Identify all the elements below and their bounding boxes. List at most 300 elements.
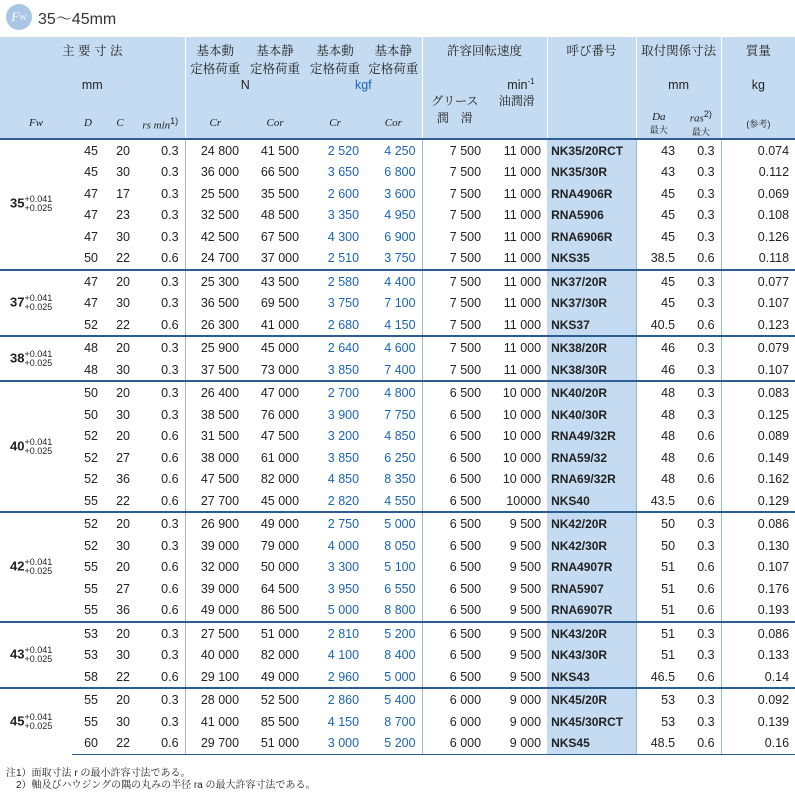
- header-mass: 質量: [721, 37, 795, 77]
- chamfer: 0.3: [161, 714, 179, 729]
- dynamic-load-n: 26 400: [185, 381, 245, 404]
- da-max: 48: [636, 425, 681, 447]
- da-max: 48: [636, 381, 681, 404]
- table-row: [0, 204, 795, 226]
- dynamic-load-n: 24 800: [185, 139, 245, 162]
- footnotes: [6, 768, 316, 792]
- outer-dia: 47: [84, 186, 98, 201]
- fw-value: 38+0.041 +0.025: [0, 336, 72, 381]
- mass: 0.139: [721, 711, 795, 733]
- width: 20: [104, 512, 136, 535]
- static-load-kgf: 6 250: [384, 450, 416, 465]
- fw-tolerance: +0.041 +0.025: [24, 557, 53, 577]
- mass: 0.107: [721, 292, 795, 314]
- dynamic-load-kgf: 4 000: [327, 538, 360, 553]
- header-speed: 許容回転速度: [422, 37, 547, 77]
- static-load-n: 47 500: [260, 429, 300, 444]
- designation: NK40/20R: [547, 381, 636, 404]
- speed-oil: 11 000: [487, 139, 547, 162]
- outer-dia: 52: [84, 472, 98, 487]
- speed-oil: 9 500: [509, 669, 542, 684]
- dynamic-load-n: 38 500: [185, 404, 245, 426]
- width: 30: [116, 714, 130, 729]
- mass: 0.123: [721, 314, 795, 337]
- chamfer: 0.3: [136, 336, 185, 359]
- dynamic-load-n: 28 000: [185, 688, 245, 711]
- mass: 0.074: [721, 139, 795, 162]
- static-load-kgf: 5 200: [365, 732, 422, 754]
- dynamic-load-kgf: 3 900: [327, 407, 360, 422]
- header-unit-n: N: [185, 77, 305, 92]
- speed-oil: 10000: [506, 493, 542, 508]
- chamfer: 0.3: [136, 270, 185, 293]
- ras-max: 0.6: [697, 317, 715, 332]
- header-oil: 油潤滑: [487, 92, 547, 109]
- table-row: [0, 622, 795, 645]
- designation: NK42/20R: [547, 512, 636, 535]
- outer-dia: 50: [72, 381, 104, 404]
- ras-max: 0.6: [697, 560, 715, 575]
- static-load-kgf: 4 600: [365, 336, 422, 359]
- speed-grease: 6 500: [422, 599, 487, 622]
- speed-grease: 6 500: [422, 622, 487, 645]
- designation: RNA5906: [547, 204, 636, 226]
- designation: NK38/30R: [547, 359, 636, 382]
- designation: NKS35: [547, 247, 636, 270]
- mass: 0.089: [721, 425, 795, 447]
- chamfer: 0.6: [161, 472, 179, 487]
- dynamic-load-kgf: 3 950: [327, 581, 360, 596]
- dynamic-load-n: 42 500: [185, 226, 245, 248]
- dynamic-load-n: 26 300: [185, 314, 245, 337]
- chamfer: 0.3: [136, 139, 185, 162]
- ras-max: 0.6: [681, 732, 721, 754]
- designation: NK40/30R: [547, 404, 636, 426]
- dynamic-load-n: 47 500: [185, 468, 245, 490]
- speed-grease: 7 500: [422, 161, 487, 183]
- table-row: [0, 535, 795, 557]
- chamfer: 0.6: [161, 603, 179, 618]
- outer-dia: 53: [84, 648, 98, 663]
- speed-oil: 11 000: [503, 317, 542, 332]
- dynamic-load-n: 31 500: [185, 425, 245, 447]
- static-load-kgf: 8 800: [384, 603, 416, 618]
- outer-dia: 47: [84, 296, 98, 311]
- da-max: 38.5: [636, 247, 681, 270]
- outer-dia: 47: [84, 229, 98, 244]
- chamfer: 0.6: [161, 251, 179, 266]
- speed-oil: 11 000: [503, 229, 542, 244]
- speed-oil: 9 000: [487, 732, 547, 754]
- width: 22: [116, 669, 130, 684]
- width: 23: [116, 208, 130, 223]
- speed-oil: 9 500: [509, 648, 542, 663]
- width: 20: [104, 622, 136, 645]
- outer-dia: 55: [84, 493, 98, 508]
- outer-dia: 47: [84, 208, 98, 223]
- mass: 0.107: [721, 359, 795, 382]
- da-max: 45: [636, 292, 681, 314]
- static-load-n: 41 500: [245, 139, 305, 162]
- speed-grease: 6 500: [422, 512, 487, 535]
- da-max: 46: [636, 359, 681, 382]
- header-basic-static-N: 基本静 定格荷重: [245, 37, 305, 77]
- chamfer: 0.6: [161, 581, 179, 596]
- mass: 0.133: [721, 644, 795, 666]
- table-body: [0, 139, 795, 755]
- header-unit-kgf: kgf: [305, 77, 422, 92]
- width: 30: [116, 296, 130, 311]
- static-load-kgf: 4 850: [384, 429, 416, 444]
- ras-max: 0.6: [697, 472, 715, 487]
- dynamic-load-n: 27 700: [185, 490, 245, 513]
- table-row: [0, 599, 795, 622]
- speed-oil: 11 000: [503, 251, 542, 266]
- fw-tolerance: +0.041 +0.025: [24, 645, 53, 665]
- speed-oil: 10 000: [487, 381, 547, 404]
- static-load-n: 45 000: [245, 336, 305, 359]
- ras-max: 0.6: [697, 603, 715, 618]
- static-load-n: 85 500: [260, 714, 300, 729]
- ras-max: 0.3: [681, 688, 721, 711]
- table-row: [0, 425, 795, 447]
- da-max: 51: [636, 599, 681, 622]
- da-max: 50: [636, 512, 681, 535]
- static-load-n: 73 000: [260, 362, 300, 377]
- table-row: [0, 732, 795, 754]
- speed-grease: 6 500: [422, 468, 487, 490]
- designation: NK45/30RCT: [547, 711, 636, 733]
- designation: RNA4907R: [547, 556, 636, 578]
- speed-grease: 7 500: [422, 247, 487, 270]
- outer-dia: 55: [84, 560, 98, 575]
- ras-max: 0.3: [697, 186, 715, 201]
- speed-grease: 7 500: [422, 359, 487, 382]
- da-max: 53: [636, 711, 681, 733]
- width: 22: [116, 493, 130, 508]
- ras-max: 0.6: [697, 669, 715, 684]
- designation: RNA59/32: [547, 447, 636, 469]
- static-load-kgf: 6 800: [384, 165, 416, 180]
- dynamic-load-n: 25 300: [185, 270, 245, 293]
- dynamic-load-kgf: 2 580: [305, 270, 365, 293]
- width: 20: [104, 381, 136, 404]
- mass: 0.083: [721, 381, 795, 404]
- table-row: [0, 247, 795, 270]
- table-row: [0, 381, 795, 404]
- table-row: [0, 314, 795, 337]
- outer-dia: 52: [84, 538, 98, 553]
- speed-grease: 6 500: [422, 490, 487, 513]
- width: 20: [104, 270, 136, 293]
- mass: 0.176: [721, 578, 795, 600]
- chamfer: 0.3: [161, 229, 179, 244]
- static-load-n: 79 000: [260, 538, 300, 553]
- width: 20: [104, 688, 136, 711]
- width: 27: [116, 581, 130, 596]
- speed-oil: 10 000: [502, 472, 542, 487]
- ras-max: 0.3: [697, 407, 715, 422]
- dynamic-load-kgf: 2 680: [327, 317, 360, 332]
- speed-grease: 6 500: [422, 556, 487, 578]
- dynamic-load-kgf: 4 100: [327, 648, 360, 663]
- mass: 0.14: [721, 666, 795, 689]
- chamfer: 0.3: [161, 362, 179, 377]
- static-load-kgf: 6 550: [384, 581, 416, 596]
- dynamic-load-n: 36 500: [185, 292, 245, 314]
- width: 30: [116, 229, 130, 244]
- table-row: [0, 490, 795, 513]
- mass: 0.086: [721, 512, 795, 535]
- speed-oil: 11 000: [487, 336, 547, 359]
- outer-dia: 47: [72, 270, 104, 293]
- col-fw: Fw: [0, 109, 72, 139]
- da-max: 46: [636, 336, 681, 359]
- table-row: [0, 336, 795, 359]
- table-row: [0, 139, 795, 162]
- speed-oil: 9 500: [509, 603, 542, 618]
- da-max: 43: [636, 139, 681, 162]
- outer-dia: 45: [72, 139, 104, 162]
- dynamic-load-kgf: 2 600: [327, 186, 360, 201]
- static-load-kgf: 5 200: [365, 622, 422, 645]
- table-row: [0, 292, 795, 314]
- fw-badge-icon: F W: [6, 4, 32, 30]
- da-max: 45: [636, 183, 681, 205]
- dynamic-load-n: 29 100: [185, 666, 245, 689]
- dynamic-load-kgf: 3 200: [327, 429, 360, 444]
- width: 22: [116, 251, 130, 266]
- designation: NK43/20R: [547, 622, 636, 645]
- footnote-1: 注1）面取寸法 r の最小許容寸法である。: [6, 768, 191, 779]
- chamfer: 0.6: [161, 317, 179, 332]
- speed-grease: 7 500: [422, 336, 487, 359]
- static-load-kgf: 4 950: [384, 208, 416, 223]
- table-row: [0, 447, 795, 469]
- fw-value: 40+0.041 +0.025: [0, 381, 72, 512]
- dynamic-load-n: 41 000: [185, 711, 245, 733]
- static-load-kgf: 4 150: [384, 317, 416, 332]
- chamfer: 0.3: [136, 622, 185, 645]
- da-max: 48: [636, 447, 681, 469]
- fw-tolerance: +0.041 +0.025: [24, 293, 53, 313]
- ras-max: 0.6: [697, 493, 715, 508]
- table-row: [0, 688, 795, 711]
- dynamic-load-n: 32 000: [185, 556, 245, 578]
- page-title: [6, 4, 116, 30]
- width: 20: [104, 139, 136, 162]
- da-max: 48.5: [636, 732, 681, 754]
- table-row: [0, 644, 795, 666]
- table-row: [0, 161, 795, 183]
- dynamic-load-n: 25 500: [185, 183, 245, 205]
- static-load-kgf: 7 750: [384, 407, 416, 422]
- fw-tolerance: +0.041 +0.025: [24, 711, 53, 731]
- table-row: [0, 556, 795, 578]
- chamfer: 0.3: [161, 648, 179, 663]
- chamfer: 0.3: [161, 538, 179, 553]
- width: 30: [116, 648, 130, 663]
- da-max: 40.5: [636, 314, 681, 337]
- static-load-n: 50 000: [260, 560, 300, 575]
- mass: 0.130: [721, 535, 795, 557]
- mass: 0.125: [721, 404, 795, 426]
- width: 30: [116, 407, 130, 422]
- width: 22: [116, 317, 130, 332]
- table-row: [0, 226, 795, 248]
- static-load-kgf: 4 250: [365, 139, 422, 162]
- designation: NK35/20RCT: [547, 139, 636, 162]
- speed-oil: 11 000: [503, 208, 542, 223]
- static-load-n: 41 000: [260, 317, 300, 332]
- dynamic-load-n: 32 500: [185, 204, 245, 226]
- designation: RNA4906R: [547, 183, 636, 205]
- static-load-n: 47 000: [245, 381, 305, 404]
- dynamic-load-n: 25 900: [185, 336, 245, 359]
- designation: RNA6906R: [547, 226, 636, 248]
- table-row: [0, 270, 795, 293]
- da-max: 43: [636, 161, 681, 183]
- static-load-n: 35 500: [260, 186, 300, 201]
- speed-grease: 6 000: [422, 711, 487, 733]
- outer-dia: 52: [84, 317, 98, 332]
- ras-max: 0.3: [681, 381, 721, 404]
- speed-grease: 6 000: [422, 732, 487, 754]
- ras-max: 0.6: [697, 251, 715, 266]
- speed-oil: 9 500: [509, 560, 542, 575]
- dynamic-load-kgf: 2 960: [327, 669, 360, 684]
- static-load-n: 51 000: [245, 732, 305, 754]
- chamfer: 0.6: [161, 450, 179, 465]
- static-load-kgf: 8 700: [384, 714, 416, 729]
- dynamic-load-kgf: 2 640: [305, 336, 365, 359]
- width: 22: [104, 732, 136, 754]
- outer-dia: 52: [84, 429, 98, 444]
- dynamic-load-n: 39 000: [185, 578, 245, 600]
- col-grease-sub: 潤 滑: [422, 109, 487, 139]
- fw-value: 35+0.041 +0.025: [0, 139, 72, 270]
- speed-grease: 6 500: [422, 578, 487, 600]
- speed-grease: 7 500: [422, 204, 487, 226]
- static-load-n: 52 500: [245, 688, 305, 711]
- width: 30: [116, 362, 130, 377]
- table-row: [0, 578, 795, 600]
- table-row: [0, 404, 795, 426]
- speed-oil: 11 000: [503, 362, 542, 377]
- speed-oil: 9 500: [509, 581, 542, 596]
- ras-max: 0.6: [697, 450, 715, 465]
- speed-grease: 6 500: [422, 381, 487, 404]
- speed-oil: 9 500: [487, 622, 547, 645]
- static-load-kgf: 3 750: [384, 251, 416, 266]
- dynamic-load-kgf: 3 750: [327, 296, 360, 311]
- speed-grease: 6 500: [422, 404, 487, 426]
- title-range: 35～45mm: [38, 10, 117, 28]
- mass: 0.112: [721, 161, 795, 183]
- static-load-kgf: 4 400: [365, 270, 422, 293]
- header-mounting: 取付関係寸法: [636, 37, 721, 77]
- speed-oil: 11 000: [503, 186, 542, 201]
- chamfer: 0.6: [136, 732, 185, 754]
- speed-grease: 6 500: [422, 644, 487, 666]
- designation: NKS37: [547, 314, 636, 337]
- dynamic-load-kgf: 2 820: [327, 493, 360, 508]
- speed-oil: 9 500: [487, 512, 547, 535]
- outer-dia: 50: [84, 407, 98, 422]
- static-load-n: 69 500: [260, 296, 300, 311]
- ras-max: 0.6: [697, 581, 715, 596]
- dynamic-load-kgf: 3 850: [327, 362, 360, 377]
- fw-value: 43+0.041 +0.025: [0, 622, 72, 689]
- ras-max: 0.3: [697, 714, 715, 729]
- speed-oil: 10 000: [502, 407, 542, 422]
- chamfer: 0.3: [136, 688, 185, 711]
- chamfer: 0.3: [136, 381, 185, 404]
- speed-oil: 9 500: [509, 538, 542, 553]
- speed-oil: 9 000: [487, 688, 547, 711]
- dynamic-load-n: 40 000: [185, 644, 245, 666]
- static-load-kgf: 6 900: [384, 229, 416, 244]
- header-mounting-mm: mm: [636, 77, 721, 92]
- col-rs: rs $\min^{1)}$: [136, 109, 185, 139]
- designation: NK45/20R: [547, 688, 636, 711]
- header-basic-static-kgf: 基本静 定格荷重: [365, 37, 422, 77]
- outer-dia: 55: [84, 581, 98, 596]
- bearing-spec-table: [0, 37, 795, 755]
- speed-grease: 7 500: [422, 314, 487, 337]
- ras-max: 0.3: [681, 139, 721, 162]
- designation: RNA6907R: [547, 599, 636, 622]
- dynamic-load-n: 37 500: [185, 359, 245, 382]
- static-load-kgf: 3 600: [384, 186, 416, 201]
- outer-dia: 52: [72, 512, 104, 535]
- speed-grease: 7 500: [422, 139, 487, 162]
- dynamic-load-n: 24 700: [185, 247, 245, 270]
- static-load-n: 51 000: [245, 622, 305, 645]
- fw-tolerance: +0.041 +0.025: [24, 194, 53, 214]
- ras-max: 0.3: [697, 229, 715, 244]
- mass: 0.193: [721, 599, 795, 622]
- static-load-kgf: 4 550: [384, 493, 416, 508]
- static-load-kgf: 4 800: [365, 381, 422, 404]
- table-row: [0, 711, 795, 733]
- speed-grease: 7 500: [422, 292, 487, 314]
- ras-max: 0.3: [697, 538, 715, 553]
- width: 20: [116, 560, 130, 575]
- col-cor: Cor: [245, 109, 305, 139]
- mass: 0.069: [721, 183, 795, 205]
- designation: NK38/20R: [547, 336, 636, 359]
- da-max: 48: [636, 404, 681, 426]
- static-load-n: 61 000: [260, 450, 300, 465]
- dynamic-load-n: 27 500: [185, 622, 245, 645]
- dynamic-load-n: 49 000: [185, 599, 245, 622]
- static-load-n: 43 500: [245, 270, 305, 293]
- static-load-n: 82 000: [260, 472, 300, 487]
- static-load-kgf: 5 400: [365, 688, 422, 711]
- ras-max: 0.3: [681, 336, 721, 359]
- da-max: 45: [636, 226, 681, 248]
- dynamic-load-n: 36 000: [185, 161, 245, 183]
- fw-value: 45+0.041 +0.025: [0, 688, 72, 754]
- header-grease: グリース: [422, 92, 487, 109]
- chamfer: 0.6: [161, 493, 179, 508]
- dynamic-load-kgf: 3 650: [327, 165, 360, 180]
- ras-max: 0.3: [697, 648, 715, 663]
- static-load-n: 45 000: [260, 493, 300, 508]
- dynamic-load-kgf: 3 300: [327, 560, 360, 575]
- outer-dia: 55: [84, 714, 98, 729]
